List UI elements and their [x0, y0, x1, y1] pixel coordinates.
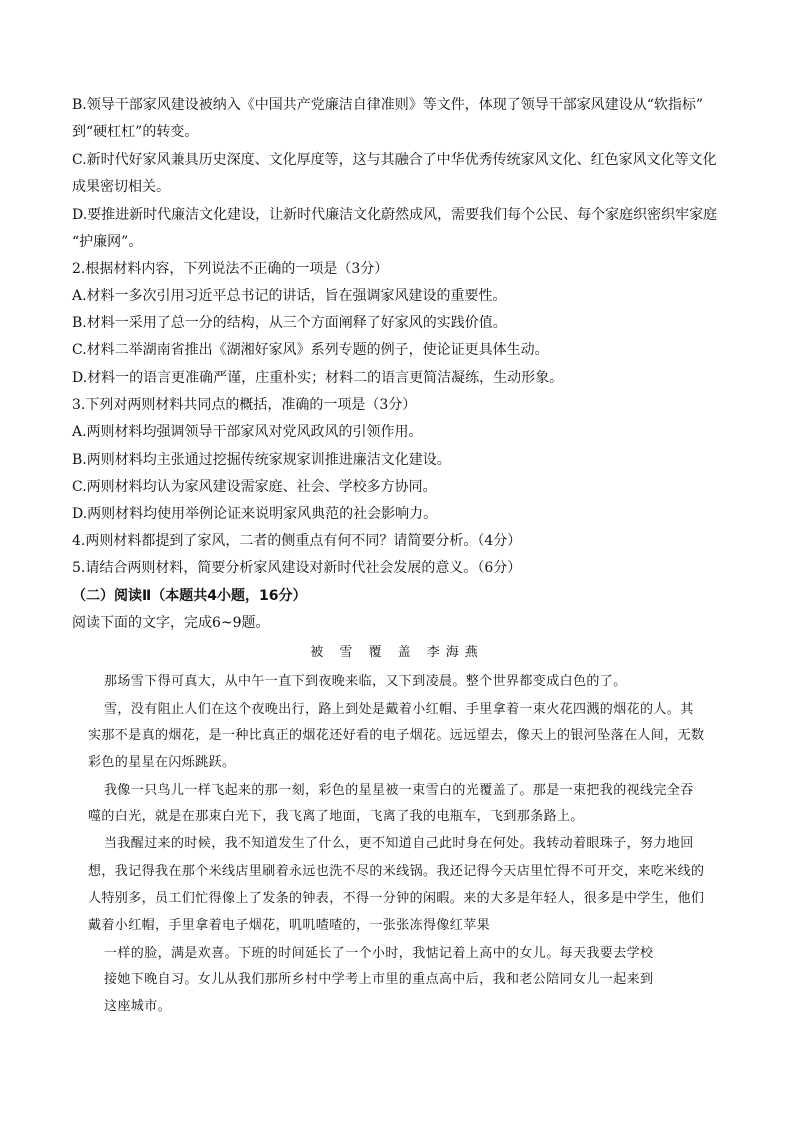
story-title: 被 雪 覆 盖 李海燕: [310, 645, 484, 660]
instruction: 阅读下面的文字，完成6~9题。: [72, 615, 270, 631]
option-line: “护廉网”。: [72, 234, 143, 250]
option-line: C.新时代好家风兼具历史深度、文化厚度等，这与其融合了中华优秀传统家风文化、红色家风文化等文化: [72, 152, 717, 168]
story-line: 噬的白光，就是在那束白光下，我飞离了地面，飞离了我的电瓶车，飞到那条路上。: [88, 809, 584, 824]
option-line: D.要推进新时代廉洁文化建设，让新时代廉洁文化蔚然成风，需要我们每个公民、每个家庭织密织牢家庭: [72, 207, 718, 223]
option-line: D.材料一的语言更准确严谨，庄重朴实；材料二的语言更简洁凝练，生动形象。: [72, 370, 564, 386]
story-line: 当我醒过来的时候，我不知道发生了什么，更不知道自己此时身在何处。我转动着眼珠子，努力地回: [104, 836, 694, 851]
story-line: 实那不是真的烟花，是一种比真正的烟花还好看的电子烟花。远远望去，像天上的银河坠落在人间，无数: [88, 728, 705, 743]
option-line: B.材料一采用了总一分的结构，从三个方面阐释了好家风的实践价值。: [72, 315, 507, 331]
story-line: 雪，没有阻止人们在这个夜晚出行，路上到处是戴着小红帽、手里拿着一束火花四溅的烟花的人。其: [104, 702, 694, 717]
option-line: A.材料一多次引用习近平总书记的讲话，旨在强调家风建设的重要性。: [72, 288, 507, 304]
question-stem: 2.根据材料内容，下列说法不正确的一项是（3分）: [72, 261, 389, 277]
story-line: 人特别多，员工们忙得像上了发条的钟表，不得一分钟的闲暇。来的大多是年轻人，很多是中学生，他们: [88, 891, 705, 906]
option-line: C.材料二举湖南省推出《湖湘好家风》系列专题的例子，使论证更具体生动。: [72, 342, 549, 358]
option-line: 到“硬杠杠”的转变。: [72, 124, 199, 140]
option-line: B.两则材料均主张通过挖掘传统家规家训推进廉洁文化建设。: [72, 452, 451, 468]
option-line: D.两则材料均使用举例论证来说明家风典范的社会影响力。: [72, 506, 438, 522]
option-line: C.两则材料均认为家风建设需家庭、社会、学校多方协同。: [72, 479, 437, 495]
story-line: 彩色的星星在闪烁跳跃。: [88, 755, 236, 770]
section-heading: （二）阅读Ⅱ（本题共4小题，16分）: [72, 588, 307, 604]
question-stem: 5.请结合两则材料，简要分析家风建设对新时代社会发展的意义。（6分）: [72, 560, 522, 576]
story-line: 这座城市。: [104, 999, 172, 1014]
story-line: 我像一只鸟儿一样飞起来的那一刻，彩色的星星被一束雪白的光覆盖了。那是一束把我的视线完全吞: [104, 783, 694, 798]
option-line: B.领导干部家风建设被纳入《中国共产党廉洁自律准则》等文件，体现了领导干部家风建设从“软指标”: [72, 97, 704, 113]
story-line: 那场雪下得可真大，从中午一直下到夜晚来临，又下到凌晨。整个世界都变成白色的了。: [104, 674, 627, 689]
story-line: 接她下晚自习。女儿从我们那所乡村中学考上市里的重点高中后，我和老公陪同女儿一起来到: [104, 972, 654, 987]
option-line: 成果密切相关。: [72, 179, 170, 195]
question-stem: 4.两则材料都提到了家风，二者的侧重点有何不同？请简要分析。（4分）: [72, 533, 522, 549]
option-line: A.两则材料均强调领导干部家风对党风政风的引领作用。: [72, 424, 423, 440]
story-line: 想，我记得我在那个米线店里刷着永远也洗不尽的米线锅。我还记得今天店里忙得不可开交，来吃米线的: [88, 864, 705, 879]
question-stem: 3.下列对两则材料共同点的概括，准确的一项是（3分）: [72, 397, 417, 413]
story-line: 一样的脸，满是欢喜。下班的时间延长了一个小时，我惦记着上高中的女儿。每天我要去学校: [104, 946, 654, 961]
story-line: 戴着小红帽，手里拿着电子烟花，叽叽喳喳的，一张张冻得像红苹果: [88, 918, 491, 933]
